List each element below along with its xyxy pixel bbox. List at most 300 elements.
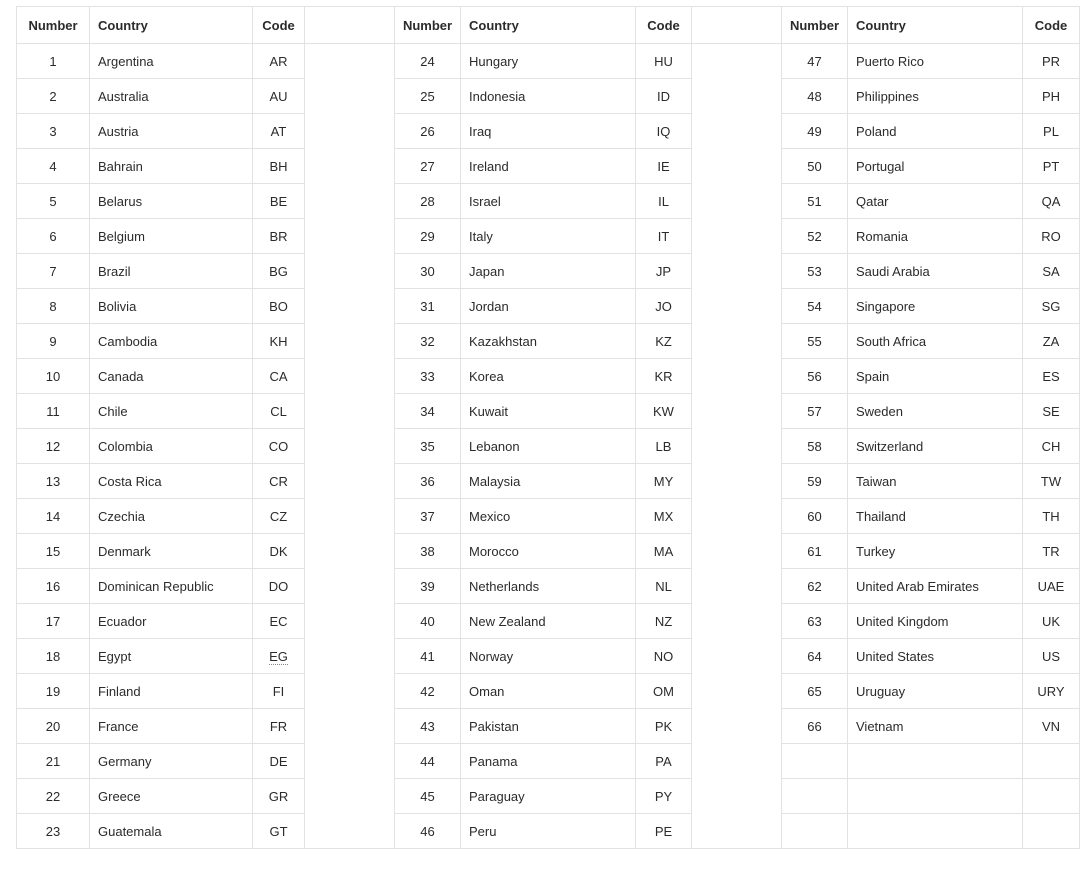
spacer-cell xyxy=(692,114,782,149)
spacer-cell xyxy=(692,464,782,499)
country-name: Indonesia xyxy=(461,79,636,114)
row-number: 57 xyxy=(782,394,848,429)
country-code-text: AR xyxy=(269,53,288,69)
table-row xyxy=(17,44,1080,79)
country-code-text: MA xyxy=(653,543,674,559)
table-row xyxy=(17,394,1080,429)
spacer-cell xyxy=(305,324,395,359)
spacer-cell xyxy=(305,114,395,149)
country-name: Italy xyxy=(461,219,636,254)
row-number: 18 xyxy=(17,639,90,674)
row-number: 61 xyxy=(782,534,848,569)
row-number xyxy=(782,744,848,779)
row-number: 33 xyxy=(395,359,461,394)
country-name: Sweden xyxy=(848,394,1023,429)
spacer-cell xyxy=(305,254,395,289)
row-number: 26 xyxy=(395,114,461,149)
spacer-cell xyxy=(305,429,395,464)
row-number: 30 xyxy=(395,254,461,289)
row-number: 44 xyxy=(395,744,461,779)
spacer-cell xyxy=(305,814,395,849)
row-number: 39 xyxy=(395,569,461,604)
country-code xyxy=(1023,534,1080,569)
table-row xyxy=(17,429,1080,464)
country-code-text: ID xyxy=(657,88,670,104)
country-name: Cambodia xyxy=(90,324,253,359)
country-code-text: BE xyxy=(269,193,288,209)
country-code-text: AU xyxy=(269,88,288,104)
table-row xyxy=(17,289,1080,324)
spacer-cell xyxy=(305,534,395,569)
country-code-text: SG xyxy=(1041,298,1061,314)
header-code: Code xyxy=(636,7,692,44)
country-code-text: IE xyxy=(657,158,670,174)
country-code xyxy=(1023,359,1080,394)
row-number: 54 xyxy=(782,289,848,324)
country-code-text: MX xyxy=(653,508,674,524)
spacer-cell xyxy=(692,289,782,324)
country-code xyxy=(1023,394,1080,429)
country-code-text: JP xyxy=(655,263,672,279)
country-name: Belarus xyxy=(90,184,253,219)
row-number: 50 xyxy=(782,149,848,184)
row-number: 40 xyxy=(395,604,461,639)
table-row xyxy=(17,79,1080,114)
country-name: Czechia xyxy=(90,499,253,534)
country-code xyxy=(636,429,692,464)
country-code-text: EC xyxy=(269,613,288,629)
row-number: 4 xyxy=(17,149,90,184)
country-code xyxy=(253,779,305,814)
row-number: 5 xyxy=(17,184,90,219)
country-code xyxy=(253,639,305,674)
country-name: Bolivia xyxy=(90,289,253,324)
country-code-text: KW xyxy=(653,403,674,419)
country-code-text: BG xyxy=(269,263,288,279)
country-code xyxy=(1023,149,1080,184)
country-name: Canada xyxy=(90,359,253,394)
country-name: Argentina xyxy=(90,44,253,79)
country-name: Jordan xyxy=(461,289,636,324)
row-number: 32 xyxy=(395,324,461,359)
country-code-text: NO xyxy=(653,648,674,664)
country-name: Ireland xyxy=(461,149,636,184)
country-code xyxy=(1023,254,1080,289)
country-code xyxy=(253,289,305,324)
country-code xyxy=(1023,429,1080,464)
country-codes-table xyxy=(16,6,1080,849)
country-name: Switzerland xyxy=(848,429,1023,464)
country-name: Oman xyxy=(461,674,636,709)
country-name: Panama xyxy=(461,744,636,779)
spacer-cell xyxy=(305,499,395,534)
country-name: Israel xyxy=(461,184,636,219)
country-name: Singapore xyxy=(848,289,1023,324)
row-number: 46 xyxy=(395,814,461,849)
country-code xyxy=(1023,814,1080,849)
table-row xyxy=(17,604,1080,639)
country-code xyxy=(1023,114,1080,149)
country-code xyxy=(1023,779,1080,814)
country-name: Puerto Rico xyxy=(848,44,1023,79)
row-number: 6 xyxy=(17,219,90,254)
country-code xyxy=(636,674,692,709)
country-name: Finland xyxy=(90,674,253,709)
country-name: Poland xyxy=(848,114,1023,149)
country-name: Egypt xyxy=(90,639,253,674)
table-row xyxy=(17,324,1080,359)
spacer-cell xyxy=(305,44,395,79)
spacer-cell xyxy=(305,674,395,709)
country-code-text: AT xyxy=(270,123,287,139)
row-number: 3 xyxy=(17,114,90,149)
country-name: Belgium xyxy=(90,219,253,254)
spacer-cell xyxy=(305,744,395,779)
country-code-text: TH xyxy=(1042,508,1060,524)
country-code-text: DE xyxy=(269,753,288,769)
row-number: 42 xyxy=(395,674,461,709)
country-code xyxy=(636,569,692,604)
country-code xyxy=(636,149,692,184)
spacer-cell xyxy=(305,604,395,639)
country-code xyxy=(253,814,305,849)
spacer-cell xyxy=(305,569,395,604)
spacer-cell xyxy=(692,709,782,744)
country-code-text: CO xyxy=(268,438,289,454)
row-number: 52 xyxy=(782,219,848,254)
spacer-cell xyxy=(305,149,395,184)
row-number: 16 xyxy=(17,569,90,604)
country-name: Uruguay xyxy=(848,674,1023,709)
row-number: 49 xyxy=(782,114,848,149)
country-code xyxy=(1023,604,1080,639)
country-code-text: TR xyxy=(1042,543,1060,559)
country-code xyxy=(1023,674,1080,709)
country-name: Norway xyxy=(461,639,636,674)
country-code xyxy=(1023,499,1080,534)
country-code xyxy=(253,254,305,289)
row-number: 60 xyxy=(782,499,848,534)
country-name: United Kingdom xyxy=(848,604,1023,639)
row-number: 8 xyxy=(17,289,90,324)
country-code xyxy=(636,814,692,849)
country-name: Paraguay xyxy=(461,779,636,814)
country-code xyxy=(636,499,692,534)
country-code-text: GR xyxy=(268,788,289,804)
table-row xyxy=(17,534,1080,569)
country-code-text: CA xyxy=(269,368,288,384)
country-code-text: PK xyxy=(654,718,673,734)
spacer-cell xyxy=(305,359,395,394)
row-number: 12 xyxy=(17,429,90,464)
spacer-cell xyxy=(305,639,395,674)
row-number: 21 xyxy=(17,744,90,779)
country-name: Spain xyxy=(848,359,1023,394)
country-code-text: DO xyxy=(268,578,289,594)
country-name: United States xyxy=(848,639,1023,674)
spacer-cell xyxy=(305,394,395,429)
country-code xyxy=(253,114,305,149)
country-code-text: IT xyxy=(657,228,670,244)
country-name: Greece xyxy=(90,779,253,814)
country-name: Bahrain xyxy=(90,149,253,184)
row-number: 10 xyxy=(17,359,90,394)
table-row xyxy=(17,639,1080,674)
row-number: 15 xyxy=(17,534,90,569)
country-code-text: FR xyxy=(269,718,288,734)
country-code xyxy=(1023,324,1080,359)
country-code xyxy=(1023,569,1080,604)
row-number: 24 xyxy=(395,44,461,79)
country-code xyxy=(636,744,692,779)
country-code-text: DK xyxy=(269,543,288,559)
country-code-text: IL xyxy=(658,193,669,209)
row-number xyxy=(782,814,848,849)
country-code xyxy=(636,639,692,674)
spacer-cell xyxy=(692,779,782,814)
spacer-cell xyxy=(692,254,782,289)
header-code: Code xyxy=(253,7,305,44)
row-number: 23 xyxy=(17,814,90,849)
row-number: 65 xyxy=(782,674,848,709)
country-code-text: KR xyxy=(654,368,673,384)
country-code-text: KZ xyxy=(655,333,672,349)
country-name: Qatar xyxy=(848,184,1023,219)
country-name: Vietnam xyxy=(848,709,1023,744)
spacer-cell xyxy=(305,779,395,814)
row-number: 7 xyxy=(17,254,90,289)
country-code xyxy=(253,184,305,219)
row-number: 56 xyxy=(782,359,848,394)
spacer-cell xyxy=(692,44,782,79)
country-code xyxy=(1023,79,1080,114)
country-code-text: BO xyxy=(269,298,288,314)
country-code xyxy=(253,604,305,639)
country-name: Germany xyxy=(90,744,253,779)
country-code xyxy=(636,534,692,569)
country-name: Brazil xyxy=(90,254,253,289)
spacer-cell xyxy=(692,674,782,709)
row-number: 27 xyxy=(395,149,461,184)
spacer-cell xyxy=(305,464,395,499)
country-name: Malaysia xyxy=(461,464,636,499)
country-name: United Arab Emirates xyxy=(848,569,1023,604)
country-name: Austria xyxy=(90,114,253,149)
spacer-cell xyxy=(305,709,395,744)
row-number: 34 xyxy=(395,394,461,429)
country-code xyxy=(636,184,692,219)
row-number: 66 xyxy=(782,709,848,744)
country-name: Guatemala xyxy=(90,814,253,849)
country-code xyxy=(636,254,692,289)
country-code xyxy=(1023,744,1080,779)
country-name: Chile xyxy=(90,394,253,429)
table-row xyxy=(17,114,1080,149)
country-name: France xyxy=(90,709,253,744)
country-code-text: PE xyxy=(654,823,673,839)
country-name: Australia xyxy=(90,79,253,114)
country-name: Colombia xyxy=(90,429,253,464)
row-number: 58 xyxy=(782,429,848,464)
country-code-text: PL xyxy=(1043,123,1059,139)
country-code xyxy=(636,79,692,114)
spacer-cell xyxy=(692,534,782,569)
country-code xyxy=(253,569,305,604)
country-code-text: JO xyxy=(655,298,672,314)
country-name: New Zealand xyxy=(461,604,636,639)
row-number: 14 xyxy=(17,499,90,534)
country-code-text: CR xyxy=(269,473,288,489)
country-code xyxy=(1023,184,1080,219)
spacer-cell xyxy=(692,569,782,604)
country-code-text: PH xyxy=(1041,88,1061,104)
country-code-text: QA xyxy=(1041,193,1061,209)
table-row xyxy=(17,814,1080,849)
spacer-cell xyxy=(305,289,395,324)
country-code-text: RO xyxy=(1041,228,1061,244)
country-name: Mexico xyxy=(461,499,636,534)
row-number: 29 xyxy=(395,219,461,254)
country-code xyxy=(636,44,692,79)
country-code-text: ZA xyxy=(1042,333,1060,349)
country-code xyxy=(636,219,692,254)
table-row xyxy=(17,359,1080,394)
spacer-cell xyxy=(692,184,782,219)
row-number: 36 xyxy=(395,464,461,499)
country-code xyxy=(636,709,692,744)
country-name: Portugal xyxy=(848,149,1023,184)
row-number: 31 xyxy=(395,289,461,324)
country-name: Korea xyxy=(461,359,636,394)
country-code xyxy=(636,324,692,359)
country-code xyxy=(253,324,305,359)
country-code-text: NL xyxy=(655,578,672,594)
country-code xyxy=(253,394,305,429)
country-name: Denmark xyxy=(90,534,253,569)
table-row xyxy=(17,254,1080,289)
spacer-cell xyxy=(692,324,782,359)
country-code xyxy=(636,464,692,499)
country-name: Iraq xyxy=(461,114,636,149)
country-code-text: BH xyxy=(269,158,288,174)
country-code xyxy=(1023,709,1080,744)
country-name: Japan xyxy=(461,254,636,289)
spacer-cell xyxy=(692,744,782,779)
spacer-cell xyxy=(692,429,782,464)
country-code-text: US xyxy=(1041,648,1061,664)
row-number: 62 xyxy=(782,569,848,604)
country-code-text: UAE xyxy=(1037,578,1065,594)
country-code xyxy=(253,534,305,569)
country-name xyxy=(848,744,1023,779)
country-code-text: PY xyxy=(654,788,673,804)
country-code-text: PA xyxy=(655,753,672,769)
country-name: Romania xyxy=(848,219,1023,254)
country-code-text: BR xyxy=(269,228,288,244)
spacer-cell xyxy=(692,394,782,429)
row-number: 47 xyxy=(782,44,848,79)
table-row xyxy=(17,674,1080,709)
row-number: 55 xyxy=(782,324,848,359)
country-code-text: NZ xyxy=(654,613,673,629)
row-number: 2 xyxy=(17,79,90,114)
table-row xyxy=(17,464,1080,499)
spacer-cell xyxy=(305,219,395,254)
row-number xyxy=(782,779,848,814)
row-number: 22 xyxy=(17,779,90,814)
country-name: Hungary xyxy=(461,44,636,79)
country-name: Kuwait xyxy=(461,394,636,429)
country-code xyxy=(253,359,305,394)
country-name: South Africa xyxy=(848,324,1023,359)
country-code xyxy=(253,149,305,184)
country-name: Morocco xyxy=(461,534,636,569)
country-code xyxy=(636,114,692,149)
header-country: Country xyxy=(461,7,636,44)
country-name: Saudi Arabia xyxy=(848,254,1023,289)
country-code xyxy=(253,709,305,744)
country-code xyxy=(1023,464,1080,499)
country-code-text: GT xyxy=(269,823,288,839)
table-row xyxy=(17,499,1080,534)
row-number: 48 xyxy=(782,79,848,114)
country-code-text: PT xyxy=(1042,158,1060,174)
country-code xyxy=(1023,639,1080,674)
country-code-text: SA xyxy=(1042,263,1060,279)
row-number: 63 xyxy=(782,604,848,639)
country-code-text: VN xyxy=(1041,718,1061,734)
country-name xyxy=(848,779,1023,814)
country-code-text: KH xyxy=(269,333,288,349)
spacer-cell xyxy=(692,7,782,44)
country-code-text: URY xyxy=(1037,683,1065,699)
table-body xyxy=(17,44,1080,849)
country-name: Costa Rica xyxy=(90,464,253,499)
table-row xyxy=(17,569,1080,604)
row-number: 1 xyxy=(17,44,90,79)
country-name: Peru xyxy=(461,814,636,849)
table-row xyxy=(17,149,1080,184)
country-name: Netherlands xyxy=(461,569,636,604)
spacer-cell xyxy=(692,814,782,849)
row-number: 37 xyxy=(395,499,461,534)
row-number: 19 xyxy=(17,674,90,709)
country-code-text: SE xyxy=(1042,403,1060,419)
country-code xyxy=(253,219,305,254)
country-code-text: CL xyxy=(270,403,287,419)
country-name: Thailand xyxy=(848,499,1023,534)
country-code-text: UK xyxy=(1041,613,1061,629)
table-row xyxy=(17,744,1080,779)
header-number: Number xyxy=(782,7,848,44)
header-code: Code xyxy=(1023,7,1080,44)
row-number: 53 xyxy=(782,254,848,289)
row-number: 51 xyxy=(782,184,848,219)
header-row xyxy=(17,7,1080,44)
spacer-cell xyxy=(692,219,782,254)
spacer-cell xyxy=(692,359,782,394)
spacer-cell xyxy=(692,149,782,184)
header-number: Number xyxy=(395,7,461,44)
row-number: 43 xyxy=(395,709,461,744)
country-code xyxy=(636,359,692,394)
country-code-text: CZ xyxy=(269,508,288,524)
country-code xyxy=(253,674,305,709)
row-number: 25 xyxy=(395,79,461,114)
country-code xyxy=(253,429,305,464)
row-number: 20 xyxy=(17,709,90,744)
row-number: 17 xyxy=(17,604,90,639)
